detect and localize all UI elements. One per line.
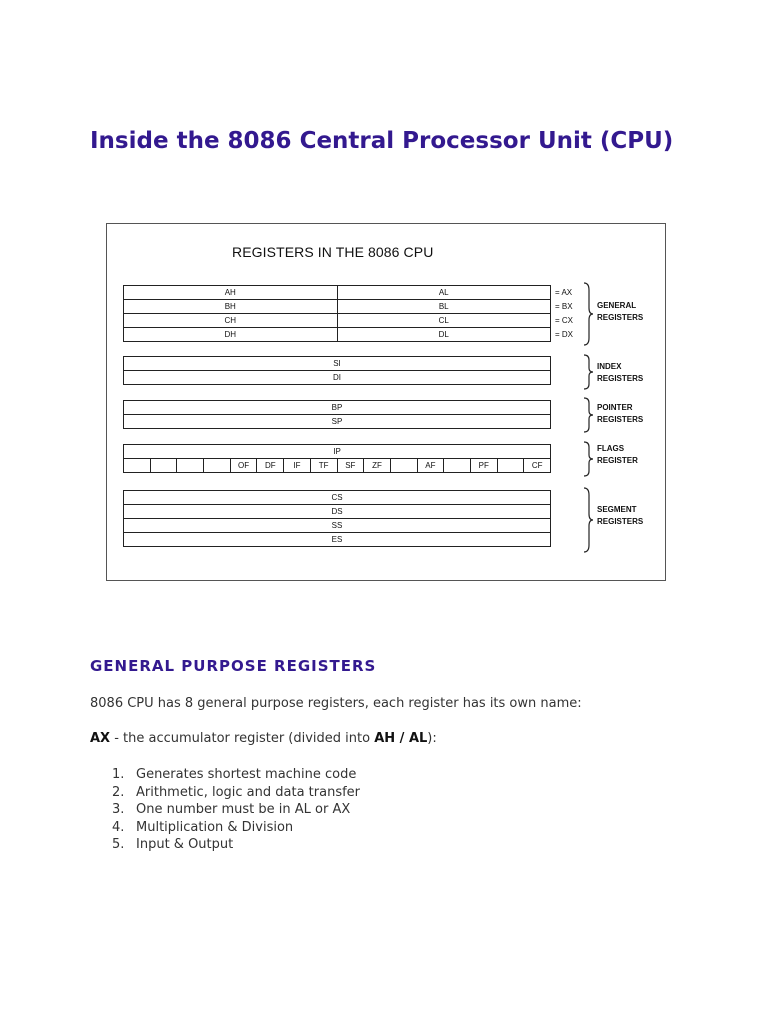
diagram-title: REGISTERS IN THE 8086 CPU bbox=[232, 244, 434, 260]
flags-bits-row bbox=[123, 459, 551, 473]
flag-bit-3 bbox=[443, 459, 470, 472]
register-cl: CL bbox=[337, 314, 551, 327]
register-row-sp bbox=[123, 415, 551, 429]
list-item: 5. Input & Output bbox=[112, 837, 234, 852]
registers-diagram bbox=[106, 223, 666, 581]
segment-registers-block bbox=[123, 490, 551, 547]
ax-description bbox=[90, 731, 437, 746]
register-cs: CS bbox=[331, 492, 343, 502]
general-registers-label: GENERAL REGISTERS bbox=[597, 301, 644, 323]
flag-bit-13 bbox=[176, 459, 203, 472]
flag-bit-15 bbox=[124, 459, 150, 472]
flag-bit-12 bbox=[203, 459, 230, 472]
pointer-registers-label: POINTER REGISTERS bbox=[597, 403, 644, 425]
register-bh: BH bbox=[224, 301, 236, 311]
flag-sf: SF bbox=[337, 459, 364, 472]
flag-bit-1 bbox=[497, 459, 524, 472]
eq-bx: = BX bbox=[555, 302, 573, 311]
intro-paragraph: 8086 CPU has 8 general purpose registers, each register has its own name: bbox=[90, 696, 582, 711]
index-brace-icon bbox=[582, 354, 594, 390]
register-ss: SS bbox=[331, 520, 343, 530]
flag-df: DF bbox=[256, 459, 283, 472]
flag-zf: ZF bbox=[363, 459, 390, 472]
register-es: ES bbox=[331, 534, 343, 544]
ax-register-name: AX bbox=[90, 731, 111, 746]
register-ah: AH bbox=[224, 287, 236, 297]
ax-features-list bbox=[112, 766, 360, 854]
flags-brace-icon bbox=[582, 441, 594, 477]
eq-ax: = AX bbox=[555, 288, 573, 297]
register-al: AL bbox=[337, 286, 551, 299]
register-bp: BP bbox=[331, 402, 343, 412]
flag-bit-5 bbox=[390, 459, 417, 472]
segment-registers-label: SEGMENT REGISTERS bbox=[597, 505, 644, 527]
register-row-di bbox=[123, 371, 551, 385]
register-sp: SP bbox=[331, 416, 343, 426]
ax-description-text: - the accumulator register (divided into bbox=[110, 731, 375, 746]
pointer-brace-icon bbox=[582, 397, 594, 433]
list-item: 1. Generates shortest machine code bbox=[112, 767, 357, 782]
register-dl: DL bbox=[337, 328, 551, 341]
register-row-ax bbox=[123, 285, 551, 300]
register-row-ss bbox=[123, 519, 551, 533]
register-row-es bbox=[123, 533, 551, 547]
register-row-bp bbox=[123, 400, 551, 415]
general-brace-icon bbox=[582, 282, 594, 346]
list-item: 3. One number must be in AL or AX bbox=[112, 802, 351, 817]
index-registers-block bbox=[123, 356, 551, 385]
general-registers-block bbox=[123, 285, 551, 342]
ax-description-end: ): bbox=[427, 731, 437, 746]
register-row-ds bbox=[123, 505, 551, 519]
segment-brace-icon bbox=[582, 487, 594, 553]
page-title: Inside the 8086 Central Processor Unit (CPU) bbox=[90, 128, 674, 154]
register-row-cs bbox=[123, 490, 551, 505]
flag-pf: PF bbox=[470, 459, 497, 472]
index-registers-label: INDEX REGISTERS bbox=[597, 362, 644, 384]
eq-cx: = CX bbox=[555, 316, 574, 325]
flag-bit-14 bbox=[150, 459, 177, 472]
register-row-bx bbox=[123, 300, 551, 314]
flags-register-label: FLAGS REGISTER bbox=[597, 444, 638, 466]
list-item: 4. Multiplication & Division bbox=[112, 819, 294, 835]
flag-of: OF bbox=[230, 459, 257, 472]
ax-split-names: AH / AL bbox=[374, 731, 428, 746]
register-row-cx bbox=[123, 314, 551, 328]
list-item: 2. Arithmetic, logic and data transfer bbox=[112, 784, 361, 800]
section-heading: GENERAL PURPOSE REGISTERS bbox=[90, 657, 377, 675]
register-dh: DH bbox=[224, 329, 237, 339]
register-ip: IP bbox=[333, 446, 341, 456]
eq-dx: = DX bbox=[555, 330, 574, 339]
register-di: DI bbox=[333, 372, 341, 382]
flag-af: AF bbox=[417, 459, 444, 472]
register-ch: CH bbox=[224, 315, 237, 325]
register-ds: DS bbox=[331, 506, 343, 516]
pointer-registers-block bbox=[123, 400, 551, 429]
register-row-ip bbox=[123, 444, 551, 459]
flag-cf: CF bbox=[523, 459, 550, 472]
register-bl: BL bbox=[337, 300, 551, 313]
flags-register-block bbox=[123, 444, 551, 473]
register-row-si bbox=[123, 356, 551, 371]
register-si: SI bbox=[333, 358, 341, 368]
flag-if: IF bbox=[283, 459, 310, 472]
register-row-dx bbox=[123, 328, 551, 342]
flag-tf: TF bbox=[310, 459, 337, 472]
